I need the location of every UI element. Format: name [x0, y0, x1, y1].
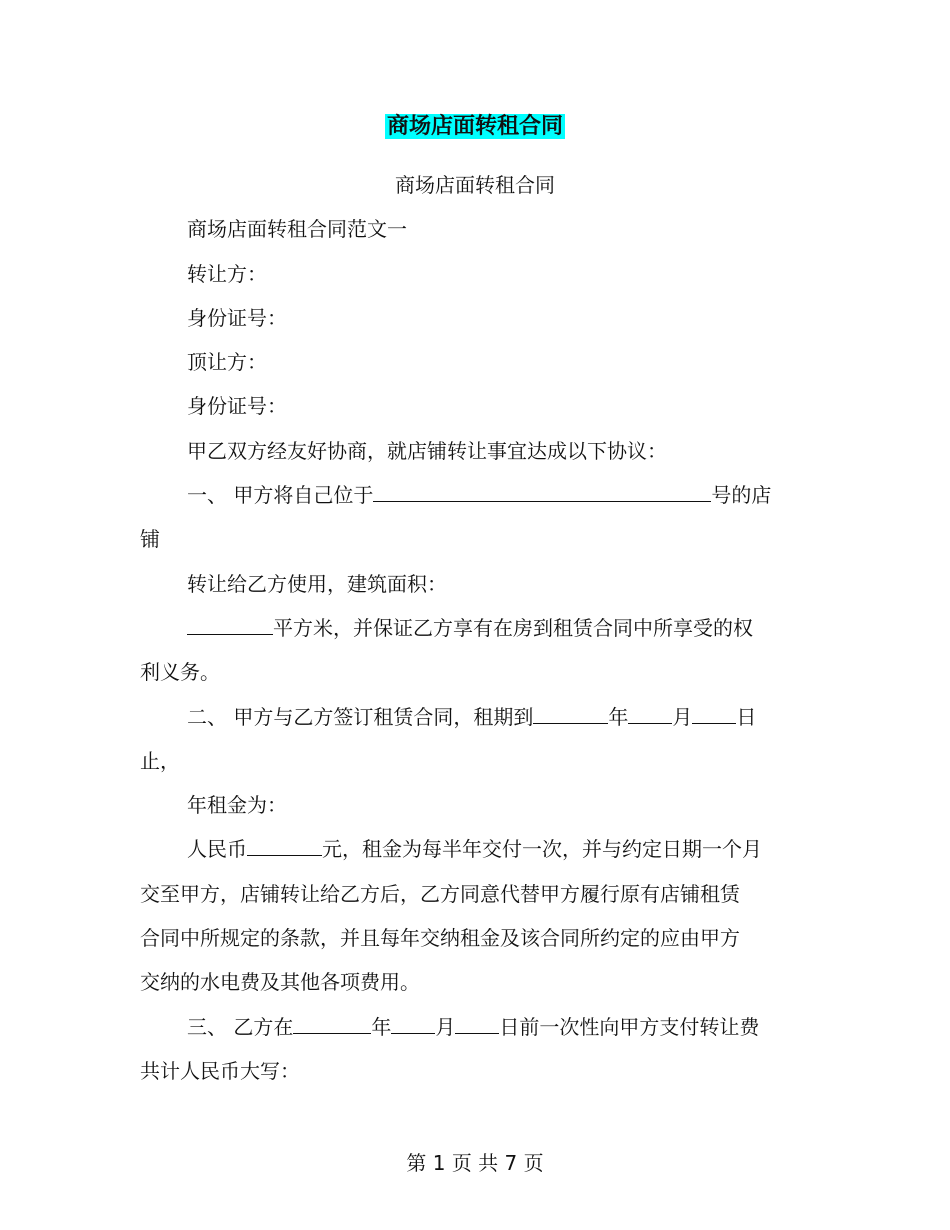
blank-shop-address [373, 483, 711, 502]
clause-3-text-a: 三、 乙方在 [187, 1014, 294, 1039]
clause-2-text-rmb: 人民币 [187, 837, 247, 862]
field-transferor-id: 身份证号： [187, 305, 287, 330]
clause-2-line-2: 止， [140, 748, 180, 773]
blank-rent-amount [247, 837, 322, 856]
clause-2-text-year: 年 [608, 704, 629, 729]
clause-1-text-c: 平方米，并保证乙方享有在房到租赁合同中所享受的权 [273, 615, 753, 640]
clause-2-text-month: 月 [672, 704, 693, 729]
paragraph-sample-heading: 商场店面转租合同范文一 [187, 217, 407, 242]
clause-2-line-4 [140, 827, 810, 871]
blank-pay-month [391, 1015, 435, 1034]
field-transferee: 顶让方： [187, 350, 267, 375]
clause-1-text-b: 号的店 [711, 483, 772, 508]
clause-2-text-b: 元，租金为每半年交付一次，并与约定日期一个月 [322, 837, 762, 862]
clause-2-text-day: 日 [736, 704, 757, 729]
clause-3-text-month: 月 [435, 1014, 456, 1039]
clause-3-line-2: 共计人民币大写： [140, 1058, 300, 1083]
clause-1-line-4 [140, 606, 810, 650]
blank-lease-day [692, 705, 736, 724]
clause-3-text-year: 年 [371, 1014, 392, 1039]
document-title-text: 商场店面转租合同 [386, 114, 563, 139]
blank-pay-year [293, 1015, 371, 1034]
blank-lease-month [628, 705, 672, 724]
clause-2-line-3: 年租金为： [187, 793, 287, 818]
document-title [0, 112, 950, 142]
clause-1-line-2: 铺 [140, 527, 160, 552]
clause-2-line-6: 合同中所规定的条款，并且每年交纳租金及该合同所约定的应由甲方 [140, 926, 740, 951]
clause-2-line-1 [140, 695, 810, 739]
clause-3-text-b: 日前一次性向甲方支付转让费 [499, 1014, 760, 1039]
clause-2-line-7: 交纳的水电费及其他各项费用。 [140, 970, 420, 995]
document-subtitle: 商场店面转租合同 [395, 173, 555, 197]
paragraph-agreement-intro: 甲乙双方经友好协商，就店铺转让事宜达成以下协议： [187, 438, 667, 463]
page-number-footer: 第 1 页 共 7 页 [406, 1151, 544, 1175]
clause-1-line-5: 利义务。 [140, 660, 220, 685]
clause-2-text-a: 二、 甲方与乙方签订租赁合同，租期到 [187, 704, 534, 729]
field-transferee-id: 身份证号： [187, 394, 287, 419]
clause-1-line-3: 转让给乙方使用，建筑面积： [187, 571, 447, 596]
clause-1-text-a: 一、 甲方将自己位于 [187, 483, 374, 508]
blank-lease-year [533, 705, 608, 724]
clause-2-line-5: 交至甲方，店铺转让给乙方后，乙方同意代替甲方履行原有店铺租赁 [140, 881, 740, 906]
clause-1-line-1 [140, 473, 810, 517]
clause-3-line-1 [140, 1005, 810, 1049]
blank-pay-day [455, 1015, 499, 1034]
document-body [140, 163, 810, 1093]
field-transferor: 转让方： [187, 261, 267, 286]
blank-area [187, 616, 273, 635]
